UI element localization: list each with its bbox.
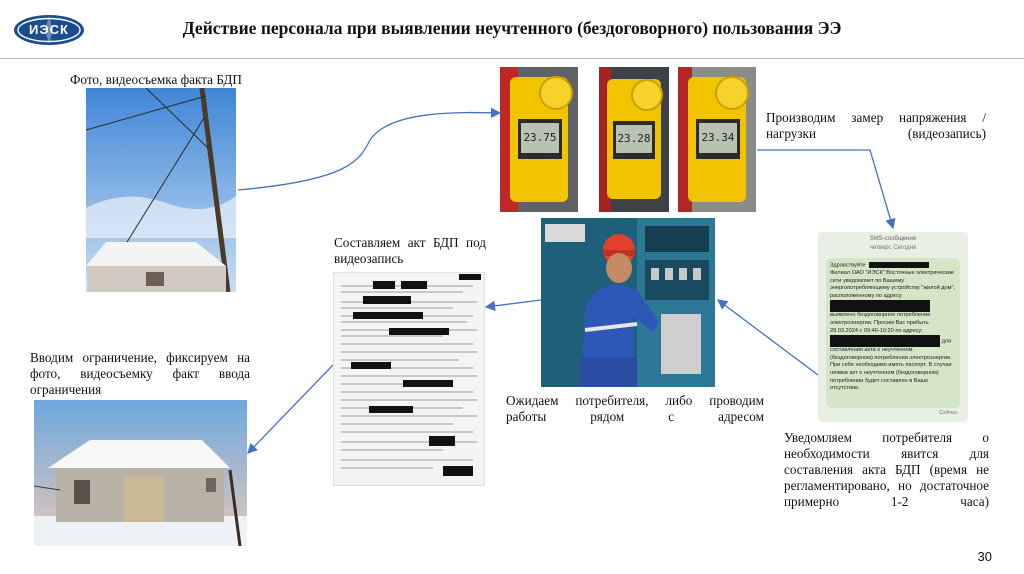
caption-notify: Уведомляем потребителя о необходимости явится для составления акта БДП (время не регламентировано, но достаточное примерно 1-2 часа) <box>784 430 989 509</box>
sms-invite: Просим Вас прибыть 28.03.2024 с 09:40-10:20 по адресу: <box>830 320 929 334</box>
sms-detected: выявлено бездоговорное потребление электроэнергии. <box>830 312 931 327</box>
sms-warning: В случае неявки акт о неучтенном (бездоговорном) потреблении будет составлен в Ваше отсутствие. <box>830 362 952 392</box>
multimeter-reading-3: 23.34 <box>701 131 735 144</box>
caption-act: Составляем акт БДП под видеозапись <box>334 235 486 266</box>
sms-purpose: для составления акта о неучтенном (бездоговорном) потреблении электроэнергии. При себе необходимо иметь паспорт. <box>830 338 952 369</box>
page-title: Действие персонала при выявлении неучтенного (бездоговорного) пользования ЭЭ <box>182 18 842 38</box>
arrow-sms-to-worker <box>718 300 818 375</box>
page-number: 30 <box>977 549 992 564</box>
arrow-measure-to-sms <box>757 150 893 228</box>
sms-header: SMS-сообщение <box>869 236 917 242</box>
caption-photo-fact: Фото, видеосъемка факта БДП <box>70 72 242 87</box>
arrow-worker-to-act <box>486 300 541 307</box>
logo-text: ИЭСК <box>29 22 69 37</box>
sms-body: Филиал ОАО "ИЭСК" Восточные электрические сети уведомляет по Вашему энергопотребляющему устройству "жилой дом", расположенному по адресу <box>830 270 956 299</box>
arrow-act-to-restriction <box>248 365 333 453</box>
caption-restriction: Вводим ограничение, фиксируем на фото, видеосъемку факт ввода ограничения <box>30 350 250 397</box>
caption-wait: Ожидаем потребителя, либо проводим работы рядом с адресом <box>506 393 764 424</box>
sms-footer: Сейчас <box>939 410 958 416</box>
sms-date: четверг, Сегодня <box>869 245 917 251</box>
caption-measure: Производим замер напряжения / нагрузки (видеозапись) <box>766 110 986 141</box>
arrow-photo-to-measure <box>238 113 500 190</box>
multimeter-reading-1: 23.75 <box>523 131 557 144</box>
sms-greeting: Здравствуйте <box>830 262 866 269</box>
multimeter-reading-2: 23.28 <box>617 132 651 145</box>
